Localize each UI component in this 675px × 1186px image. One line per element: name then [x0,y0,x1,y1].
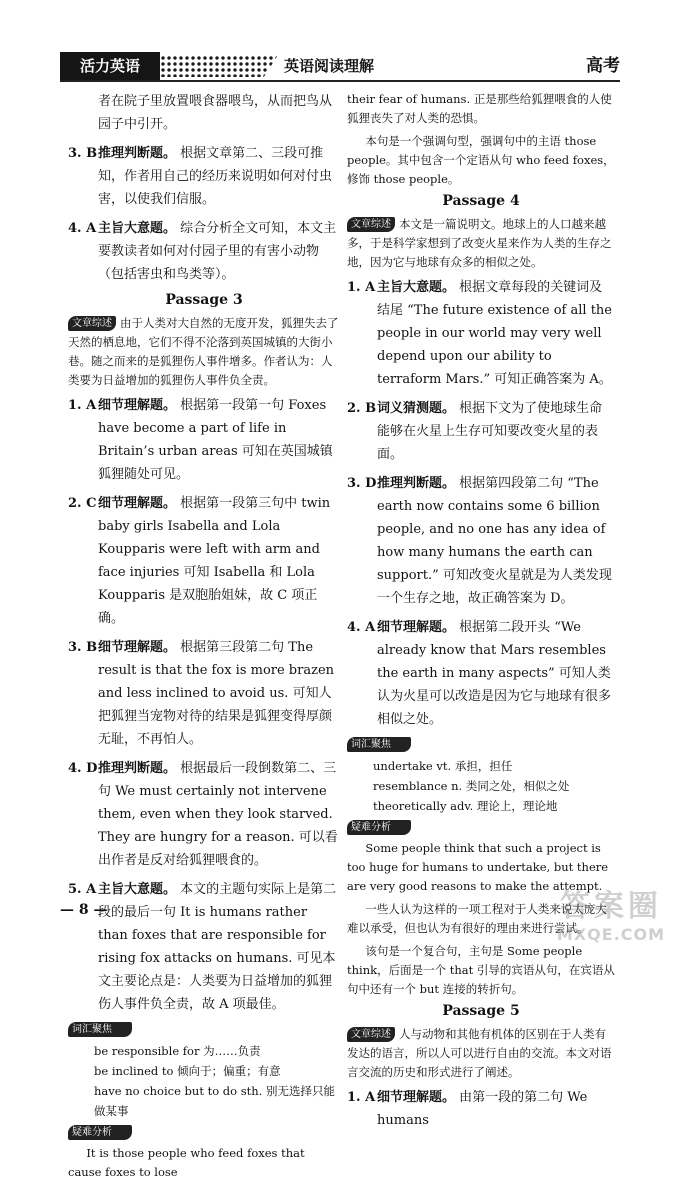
vocab-entry: be inclined to 倾向于；偏重；有意 [94,1064,281,1078]
continued-text: their fear of humans. 正是那些给狐狸喂食的人使狐狸丧失了对人类的恐惧。 [347,92,612,125]
answer-explanation: 根据第四段第二句 “The earth now contains some 6 billion people, and no one has any idea of how many humans the earth can support.” 可知改变火星就是为人类发现一个生存之地，故正确答案为 D。 [377,476,612,606]
answer-explanation: 根据第一段第三句中 twin baby girls Isabella and Lola Koupparis were left with arm and face injuries 可知 Isabella 和 Lola Koupparis 是双胞胎姐妹，故 C 项正确。 [98,496,331,626]
summary-text: 由于人类对大自然的无度开发，狐狸失去了天然的栖息地，它们不得不沦落到英国城镇的大街小巷。随之而来的是狐狸伤人事件增多。作者认为：人类要为日益增加的狐狸伤人事件负全责。 [68,316,339,387]
vocab-entry: resemblance n. 类同之处，相似之处 [373,779,570,793]
answer-explanation: 根据下文为了使地球生命能够在火星上生存可知要改变火星的表面。 [377,401,603,462]
answer-number: 2. C [68,496,97,511]
answer-item [68,492,340,630]
vocab-entry: undertake vt. 承担，担任 [373,759,513,773]
answer-number: 2. B [347,401,377,416]
vocab-label: 词汇聚焦 [68,1022,132,1037]
header-rule [60,80,620,82]
answer-item [68,636,340,751]
summary-text: 人与动物和其他有机体的区别在于人类有发达的语言，所以人可以进行自由的交流。本文对语言交流的历史和形式进行了阐述。 [347,1027,612,1079]
brand-label: 活力英语 [60,52,160,80]
answer-explanation: 根据最后一段倒数第二、三句 We must certainly not intervene them, even when they look starved. They are hungry for a reason. 可以看出作者是反对给狐狸喂食的。 [98,761,338,868]
vocab-entry: theoretically adv. 理论上，理论地 [373,799,558,813]
difficulty-text: It is those people who feed foxes that cause foxes to lose [68,1146,305,1179]
difficulty-label: 疑难分析 [347,820,411,835]
question-type: 主旨大意题。 [98,882,177,897]
answer-number: 4. A [68,221,97,236]
question-type: 推理判断题。 [377,476,456,491]
answer-item [68,394,340,486]
section-title: 英语阅读理解 [284,57,375,75]
watermark [557,881,665,944]
question-type: 词义猜测题。 [377,401,456,416]
answer-number: 3. B [68,640,98,655]
answer-explanation: 由第一段的第二句 We humans [377,1090,588,1128]
dot-pattern-decoration [160,55,278,77]
summary-label: 文章综述 [347,1027,395,1042]
answer-item [347,397,615,466]
right-column [347,90,615,1138]
question-type: 推理判断题。 [98,761,177,776]
answer-item [68,878,340,1016]
answer-item [68,757,340,872]
vocab-label: 词汇聚焦 [347,737,411,752]
answer-explanation: 根据文章每段的关键词及结尾 “The future existence of all the people in our world may very well depend upon our ability to terraform Mars.” 可知正确答案为 A。 [377,280,612,387]
question-type: 细节理解题。 [377,1090,456,1105]
exam-label: 高考 [586,56,620,76]
answer-number: 3. D [347,476,377,491]
answer-item [347,616,615,731]
summary-text: 本文是一篇说明文。地球上的人口越来越多，于是科学家想到了改变火星来作为人类的生存之地，因为它与地球有众多的相似之处。 [347,217,612,269]
answer-explanation: 本文的主题句实际上是第二段的最后一句 It is humans rather than foxes that are responsible for rising fox attacks on humans. 可见本文主要论点是：人类要为日益增加的狐狸伤人事件负全责，故 A 项最佳。 [98,882,337,1012]
summary-paragraph [347,215,615,272]
passage-title: Passage 5 [442,1003,520,1019]
summary-label: 文章综述 [68,316,116,331]
difficulty-translation: 一些人认为这样的一项工程对于人类来说太庞大难以承受，但也认为有很好的理由来进行尝试。 [347,902,607,935]
answer-number: 1. A [68,398,97,413]
page-header [60,52,620,80]
answer-item [347,276,615,391]
answer-number: 4. A [347,620,376,635]
difficulty-analysis: 该句是一个复合句，主句是 Some people think，后面是一个 that 引导的宾语从句，在宾语从句中还有一个 but 连接的转折句。 [347,944,615,996]
watermark-text: 答案圈 [559,889,662,924]
answer-number: 3. B [68,146,98,161]
answer-item [68,217,340,286]
question-type: 主旨大意题。 [98,221,177,236]
question-type: 细节理解题。 [98,640,177,655]
answer-item [347,472,615,610]
summary-label: 文章综述 [347,217,395,232]
answer-number: 1. A [347,1090,376,1105]
left-column [68,90,340,1186]
difficulty-label: 疑难分析 [68,1125,132,1140]
question-type: 推理判断题。 [98,146,177,161]
vocab-entry: be responsible for 为……负责 [94,1044,261,1058]
answer-number: 4. D [68,761,98,776]
passage-title: Passage 3 [165,292,243,308]
question-type: 细节理解题。 [98,398,177,413]
question-type: 主旨大意题。 [377,280,456,295]
answer-item [68,142,340,211]
vocab-entry: have no choice but to do sth. 别无选择只能做某事 [94,1084,335,1118]
watermark-url: MXQE.COM [556,925,665,944]
answer-number: 5. A [68,882,97,897]
question-type: 细节理解题。 [377,620,456,635]
continued-text: 者在院子里放置喂食器喂鸟，从而把鸟从园子中引开。 [98,94,333,132]
answer-explanation: 根据第二段开头 “We already know that Mars resembles the earth in many aspects” 可知人类认为火星可以改造是因为它与地球有很多相似之处。 [377,620,612,727]
question-type: 细节理解题。 [98,496,177,511]
summary-paragraph [68,314,340,390]
answer-explanation: 根据第三段第二句 The result is that the fox is more brazen and less inclined to avoid us. 可知人把狐狸当宠物对待的结果是狐狸变得厚颜无耻，不再怕人。 [98,640,335,747]
summary-paragraph [347,1025,615,1082]
answer-explanation: 综合分析全文可知，本文主要教读者如何对付园子里的有害小动物（包括害虫和鸟类等）。 [98,221,337,282]
answer-item [347,1086,615,1132]
analysis-text: 本句是一个强调句型，强调句中的主语 those people。其中包含一个定语从句 who feed foxes，修饰 those people。 [347,134,615,186]
difficulty-text: Some people think that such a project is too huge for humans to undertake, but there are very good reasons to make the attempt. [347,841,609,893]
answer-explanation: 根据第一段第一句 Foxes have become a part of life in Britain’s urban areas 可知在英国城镇狐狸随处可见。 [98,398,333,482]
page-number: — 8 — [60,902,108,918]
answer-number: 1. A [347,280,376,295]
answer-explanation: 根据文章第二、三段可推知，作者用自己的经历来说明如何对付虫害，以使我们信服。 [98,146,333,207]
passage-title: Passage 4 [442,193,520,209]
